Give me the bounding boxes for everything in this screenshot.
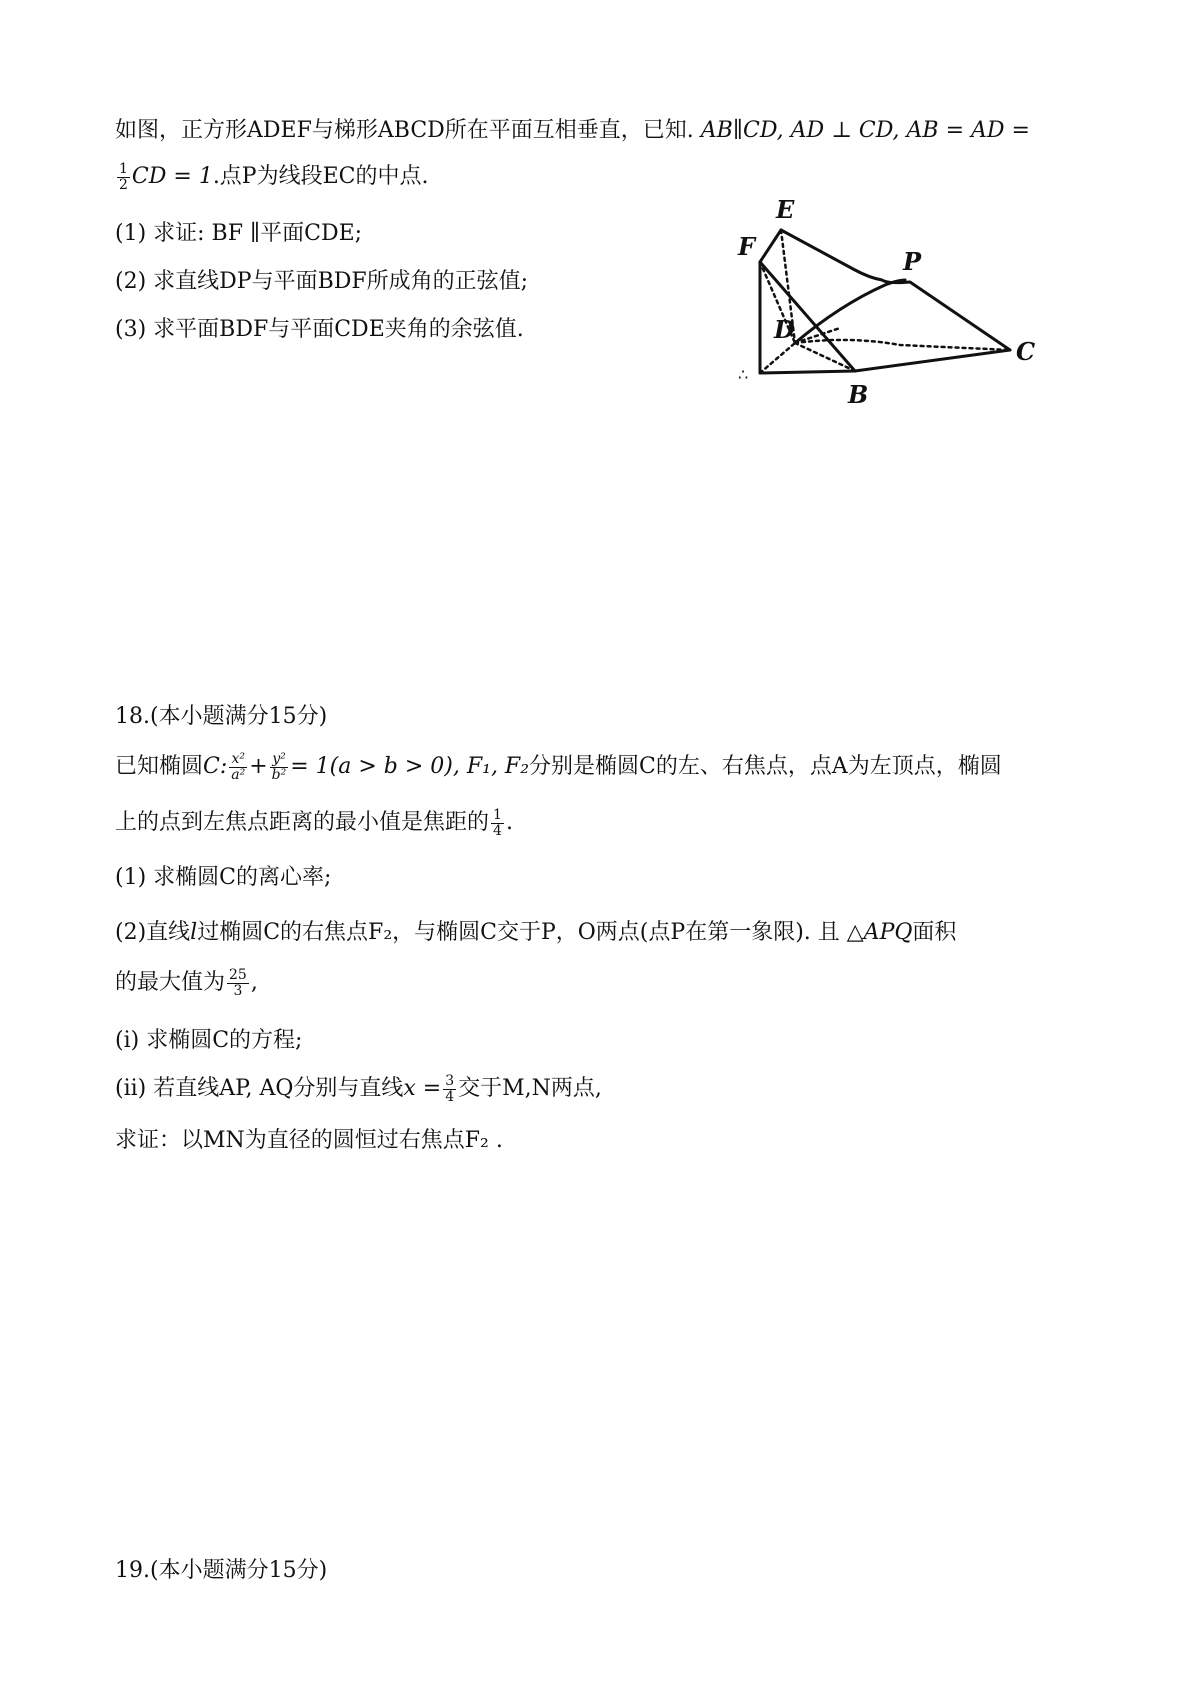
frac-num: 25 <box>229 966 247 983</box>
p18-qii-x: x = <box>403 1076 442 1101</box>
p18-frac-x <box>229 752 247 783</box>
p18-math-eq: = 1(a > b > 0), F₁, F₂ <box>290 754 530 779</box>
p18-frac-y <box>270 752 289 783</box>
edge-FE <box>760 230 781 262</box>
label-C: C <box>1016 337 1036 366</box>
p18-frac-25-3 <box>227 968 249 999</box>
p18-q2-triangle: △APQ <box>846 920 913 945</box>
frac-num: x² <box>229 752 247 768</box>
p18-q2-a: (2)直线 <box>115 920 191 945</box>
p17-text-2: .点P为线段EC的中点. <box>212 164 429 189</box>
p18-text-post: 分别是椭圆C的左、右焦点，点A为左顶点，椭圆 <box>529 754 1002 779</box>
p18-frac-quarter <box>491 808 504 839</box>
p17-q3: (3) 求平面BDF与平面CDE夹角的余弦值. <box>115 317 524 342</box>
p18-line1 <box>115 750 1002 784</box>
frac-den: 3 <box>233 982 243 999</box>
frac-num: 1 <box>493 806 502 823</box>
edge-AB <box>760 371 855 373</box>
frac-den: a² <box>231 766 246 783</box>
p18-qii-a: (ii) 若直线AP, AQ分别与直线 <box>115 1076 404 1101</box>
p18-plus: + <box>249 754 268 779</box>
label-P: P <box>903 247 922 276</box>
frac-num: 3 <box>445 1072 455 1089</box>
p17-math-1: AB∥CD, AD ⊥ CD, AB = AD = <box>700 118 1030 143</box>
p18-frac-3-4 <box>443 1074 456 1105</box>
p18-q2-l: l <box>190 920 198 945</box>
frac-num: y² <box>270 752 289 768</box>
p17-frac-half <box>117 162 130 193</box>
p17-text-1: 如图，正方形ADEF与梯形ABCD所在平面互相垂直，已知. <box>115 118 694 143</box>
p18-q2-d: 的最大值为 <box>115 970 226 995</box>
p18-q1: (1) 求椭圆C的离心率; <box>115 865 332 890</box>
p18-q2-c: 面积 <box>912 920 957 945</box>
p18-q2-line2 <box>115 966 258 1000</box>
p18-math-C: C: <box>203 754 228 779</box>
p18-q2-line1 <box>115 916 956 950</box>
p19-header: 19.(本小题满分15分) <box>115 1558 328 1583</box>
p18-text-pre: 已知椭圆 <box>115 754 204 779</box>
geometry-figure <box>700 200 1040 415</box>
p18-prove: 求证：以MN为直径的圆恒过右焦点F₂ . <box>115 1128 503 1153</box>
label-B: B <box>848 380 869 409</box>
p17-q2: (2) 求直线DP与平面BDF所成角的正弦值; <box>115 269 529 294</box>
label-D: D <box>774 315 795 344</box>
label-F: F <box>738 232 756 261</box>
frac-den: b² <box>271 766 287 783</box>
p17-line1 <box>115 114 1030 148</box>
p18-qi: (i) 求椭圆C的方程; <box>115 1028 303 1053</box>
frac-den: 2 <box>119 176 128 193</box>
label-E: E <box>776 200 795 224</box>
edge-DB <box>795 343 855 371</box>
p17-math-2: CD = 1 <box>131 164 213 189</box>
frac-num: 1 <box>119 160 128 177</box>
p18-text-2: 上的点到左焦点距离的最小值是焦距的 <box>115 810 490 835</box>
edge-BC <box>855 350 1010 371</box>
p18-period: . <box>505 810 513 835</box>
edge-DP <box>795 280 905 343</box>
p18-q2-b: 过椭圆C的右焦点F₂，与椭圆C交于P，O两点(点P在第一象限). 且 <box>197 920 840 945</box>
p18-qii <box>115 1072 602 1106</box>
p17-q1: (1) 求证: BF ∥平面CDE; <box>115 221 363 246</box>
edge-EC <box>781 230 1010 350</box>
p18-line2 <box>115 806 513 840</box>
edge-DC <box>795 340 1010 350</box>
frac-den: 4 <box>445 1088 455 1105</box>
p18-q2-comma: , <box>250 970 258 995</box>
frac-den: 4 <box>493 822 502 839</box>
label-A: ∴ <box>738 365 749 384</box>
p18-header: 18.(本小题满分15分) <box>115 704 328 729</box>
p18-qii-b: 交于M,N两点, <box>458 1076 602 1101</box>
p17-line2 <box>115 160 429 194</box>
edge-AD <box>760 343 795 373</box>
